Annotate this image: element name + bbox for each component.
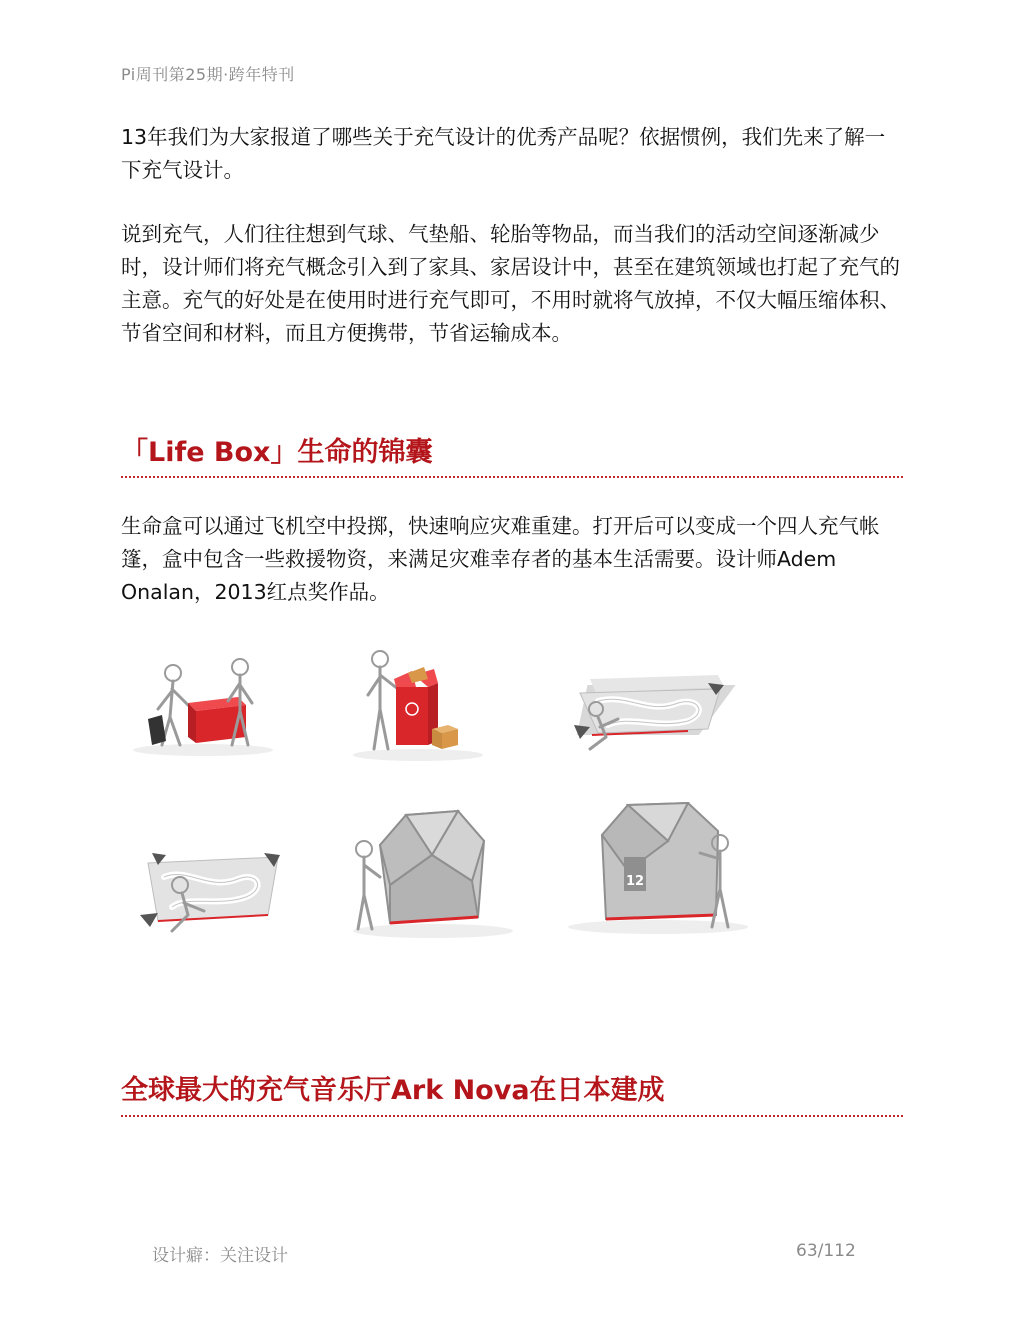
footer-brand: 设计癖：关注设计 <box>152 1246 288 1266</box>
intro-paragraph-1: 13年我们为大家报道了哪些关于充气设计的优秀产品呢？依据惯例，我们先来了解一下充气设计。 <box>121 125 886 182</box>
step-finished-tent <box>568 803 748 934</box>
page-number: 63/112 <box>796 1241 856 1261</box>
step-open-box <box>353 651 483 761</box>
section-divider <box>121 1115 903 1117</box>
life-box-steps-image <box>128 645 758 955</box>
step-inflate-mat <box>140 853 280 931</box>
step-inflated-tent <box>353 811 513 938</box>
life-box-illustration <box>128 645 758 955</box>
step-unfold-mat <box>574 675 735 749</box>
intro-paragraph-2: 说到充气，人们往往想到气球、气垫船、轮胎等物品，而当我们的活动空间逐渐减少时，设计师们将充气概念引入到了家具、家居设计中，甚至在建筑领域也打起了充气的主意。充气的好处是在使用时进行充气即可，不用时就将气放掉，不仅大幅压缩体积、节省空间和材料，而且方便携带，节省运输成本。 <box>121 222 900 345</box>
life-box-description: 生命盒可以通过飞机空中投掷，快速响应灾难重建。打开后可以变成一个四人充气帐篷，盒中包含一些救援物资，来满足灾难幸存者的基本生活需要。设计师Adem Onalan，2013红点奖作品。 <box>121 514 880 604</box>
section-title-ark-nova: 全球最大的充气音乐厅Ark Nova在日本建成 <box>121 1075 665 1106</box>
section-title-life-box: 「Life Box」生命的锦囊 <box>121 437 433 468</box>
running-header: Pi周刊第25期·跨年特刊 <box>121 65 295 84</box>
step-carry-box <box>133 659 273 756</box>
tent-badge-number: 12 <box>625 874 645 889</box>
section-divider <box>121 476 903 478</box>
